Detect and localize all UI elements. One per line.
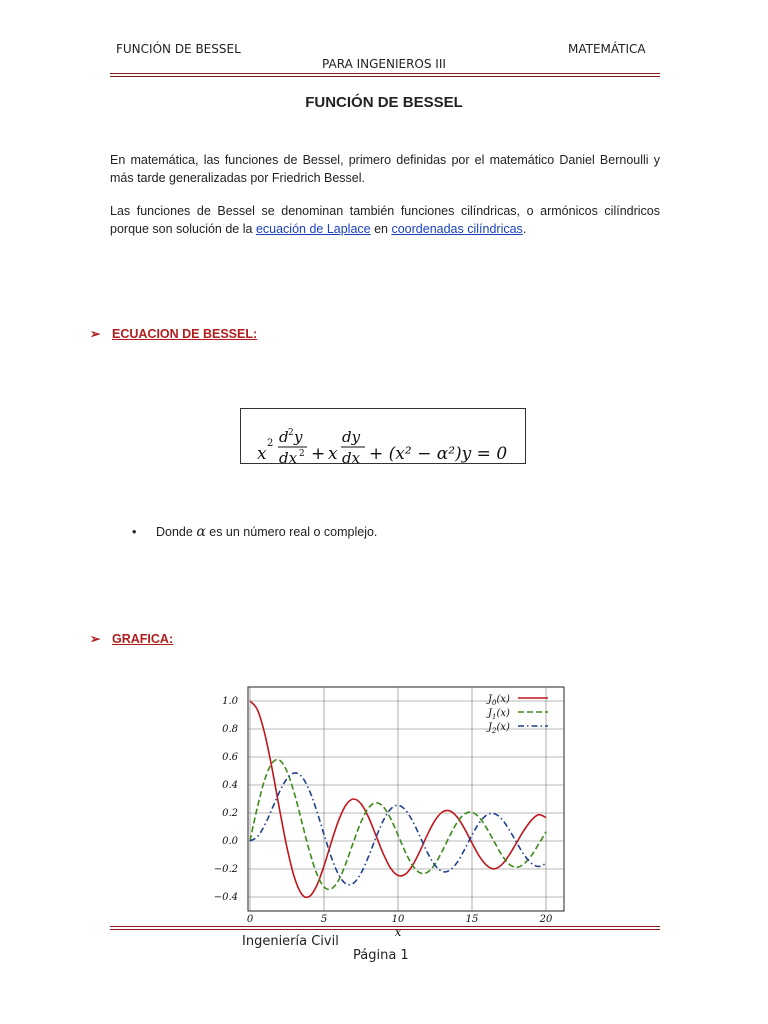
bessel-chart (0, 680, 768, 940)
header-center: PARA INGENIEROS III (322, 57, 446, 71)
header-left: FUNCIÓN DE BESSEL (116, 42, 241, 56)
eq-dy: dy (342, 428, 361, 446)
section-grafica-label: GRAFICA: (112, 632, 174, 646)
eq-d2-exp: 2 (288, 428, 294, 438)
footer-rule-bottom (110, 929, 660, 930)
bessel-equation-box (240, 408, 526, 464)
page-number: Página 1 (353, 948, 409, 963)
header-rule-bottom (110, 76, 660, 77)
y-tick-label: 0.4 (222, 780, 238, 791)
bullet-dot: • (132, 525, 137, 539)
eq-x-coef: x (328, 444, 338, 463)
y-tick-label: 0.2 (222, 808, 238, 819)
y-tick-label: 1.0 (222, 696, 238, 707)
x-tick-label: 0 (246, 914, 254, 925)
bullet-text-after: es un número real o complejo. (205, 525, 378, 539)
paragraph-text-1: Las funciones de Bessel se denominan también funciones cilíndricas, o armónicos cilíndricos porque son solución de la (110, 204, 660, 236)
page-title: FUNCIÓN DE BESSEL (305, 94, 463, 111)
legend-label: $J_2(x)$ (488, 722, 510, 735)
header-rule-top (110, 73, 660, 74)
eq-exp: 2 (267, 438, 274, 449)
x-tick-label: 5 (320, 914, 328, 925)
y-tick-label: 0.6 (222, 752, 238, 763)
y-tick-label: −0.2 (213, 864, 238, 875)
eq-dx2: dx (279, 449, 298, 463)
laplace-link[interactable]: ecuación de Laplace (255, 222, 371, 236)
paragraph-intro: En matemática, las funciones de Bessel, primero definidas por el matemático Daniel Bernoulli y más tarde generalizadas por Friedrich Bessel. (110, 153, 660, 185)
paragraph-text-2: en (370, 222, 392, 236)
cylindrical-coordinates-link[interactable]: coordenadas cilíndricas (391, 222, 523, 236)
arrow-bullet-icon: ➢ (90, 632, 101, 646)
y-tick-label: 0.0 (222, 836, 238, 847)
eq-dx2-exp: 2 (299, 449, 305, 459)
legend-label: $J_1(x)$ (488, 708, 510, 721)
bullet-text-before: Donde (156, 525, 197, 539)
section-ecuacion (90, 326, 257, 341)
paragraph-text-3: . (522, 222, 527, 236)
chart-plot-area (248, 687, 564, 911)
alpha-symbol: α (196, 524, 206, 540)
x-tick-label: 20 (539, 914, 553, 925)
bessel-equation (241, 409, 525, 463)
x-tick-label: 15 (465, 914, 479, 925)
eq-dx: dx (342, 449, 361, 463)
bullet-item (132, 524, 377, 540)
paragraph-cylindrical (110, 202, 660, 238)
eq-rest: + (x² − α²)y = 0 (369, 444, 508, 463)
section-grafica (90, 631, 173, 646)
y-tick-label: −0.4 (213, 892, 238, 903)
eq-plus: + (311, 444, 326, 463)
legend-label: $J_0(x)$ (488, 694, 510, 707)
x-tick-label: 10 (391, 914, 405, 925)
eq-x: x (257, 444, 267, 463)
chart-xlabel: x (394, 925, 402, 939)
arrow-bullet-icon: ➢ (90, 327, 101, 341)
footer-left: Ingeniería Civil (242, 934, 339, 949)
eq-y: y (294, 428, 303, 446)
section-ecuacion-label: ECUACION DE BESSEL: (112, 327, 258, 341)
y-tick-label: 0.8 (222, 724, 238, 735)
header-right: MATEMÁTICA (568, 42, 646, 56)
footer-rule-top (110, 926, 660, 927)
eq-d2: d (279, 428, 289, 446)
